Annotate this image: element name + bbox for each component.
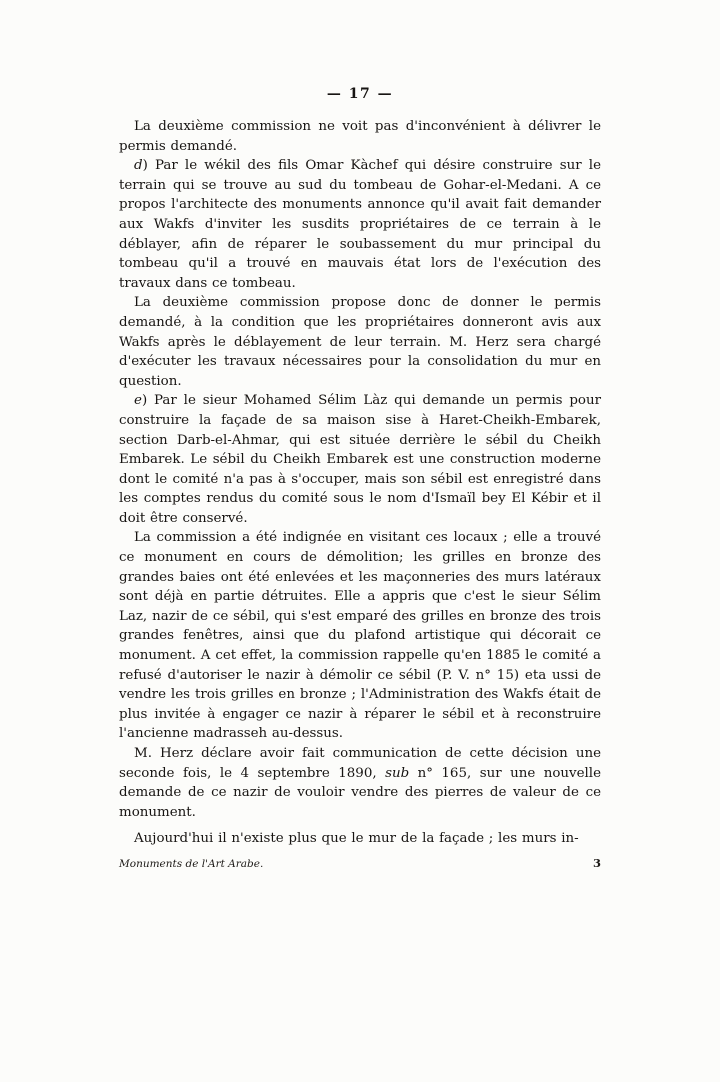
page-footer [119, 856, 601, 870]
text-run: La deuxième commission ne voit pas d'inconvénient à délivrer le permis demandé. [119, 119, 601, 154]
paragraph [119, 391, 601, 528]
text-run: La deuxième commission propose donc de donner le permis demandé, à la condition que les propriétaires donneront avis aux Wakfs après le déblayement de leur terrain. M. Herz sera chargé d'exécuter les travaux nécessaires pour la consolidation du mur en question. [119, 295, 601, 389]
italic-text-run: e [134, 393, 142, 409]
text-run: ) Par le wékil des fils Omar Kàchef qui désire construire sur le terrain qui se trouve au sud du tombeau de Gohar-el-Medani. A ce propos l'architecte des monuments annonce qu'il avait fait demander aux Wakfs d'inviter les susdits propriétaires de ce terrain à le déblayer, afin de réparer le soubassement du mur principal du tombeau qu'il a trouvé en mauvais état lors de l'exécution des travaux dans ce tombeau. [119, 158, 601, 291]
text-run: ) Par le sieur Mohamed Sélim Làz qui demande un permis pour construire la façade de sa maison sise à Haret-Cheikh-Embarek, section Darb-el-Ahmar, qui est située derrière le sébil du Cheikh Embarek. Le sébil du Cheikh Embarek est une construction moderne dont le comité n'a pas à s'occuper, mais son sébil est enregistré dans les comptes rendus du comité sous le nom d'Ismaïl bey El Kébir et il doit être conservé. [119, 393, 601, 526]
italic-text-run: d [134, 158, 143, 174]
paragraph [119, 117, 601, 156]
text-run: Aujourd'hui il n'existe plus que le mur de la façade ; les murs in- [134, 831, 579, 847]
text-run: La commission a été indignée en visitant ces locaux ; elle a trouvé ce monument en cours de démolition; les grilles en bronze des grandes baies ont été enlevées et les maçonneries des murs latéraux sont déjà en partie détruites. Elle a appris que c'est le sieur Sélim Laz, nazir de ce sébil, qui s'est emparé des grilles en bronze des trois grandes fenêtres, ainsi que du plafond artistique qui décorait ce monument. A cet effet, la commission rappelle qu'en 1885 le comité a refusé d'autoriser le nazir à démolir ce sébil (P. V. n° 15) eta ussi de vendre les trois grilles en bronze ; l'Administration des Wakfs était de plus invitée à engager ce nazir à réparer le sébil et à reconstruire l'ancienne madrasseh au-dessus. [119, 530, 601, 742]
running-title: Monuments de l'Art Arabe. [119, 857, 264, 870]
text-run: M. Herz déclare avoir fait communication de cette décision une seconde fois, le 4 septembre 1890, [119, 746, 601, 781]
document-body [119, 117, 601, 849]
document-page [119, 0, 601, 870]
italic-text-run: sub [385, 765, 410, 781]
paragraph [119, 829, 601, 849]
text-run: n° 165, sur une nouvelle demande de ce nazir de vouloir vendre des pierres de valeur de ce monument. [119, 765, 602, 820]
signature-mark: 3 [592, 855, 601, 870]
paragraph [119, 156, 601, 293]
page-number: — 17 — [326, 86, 394, 102]
paragraph [119, 744, 601, 822]
paragraph [119, 528, 601, 744]
paragraph [119, 293, 601, 391]
